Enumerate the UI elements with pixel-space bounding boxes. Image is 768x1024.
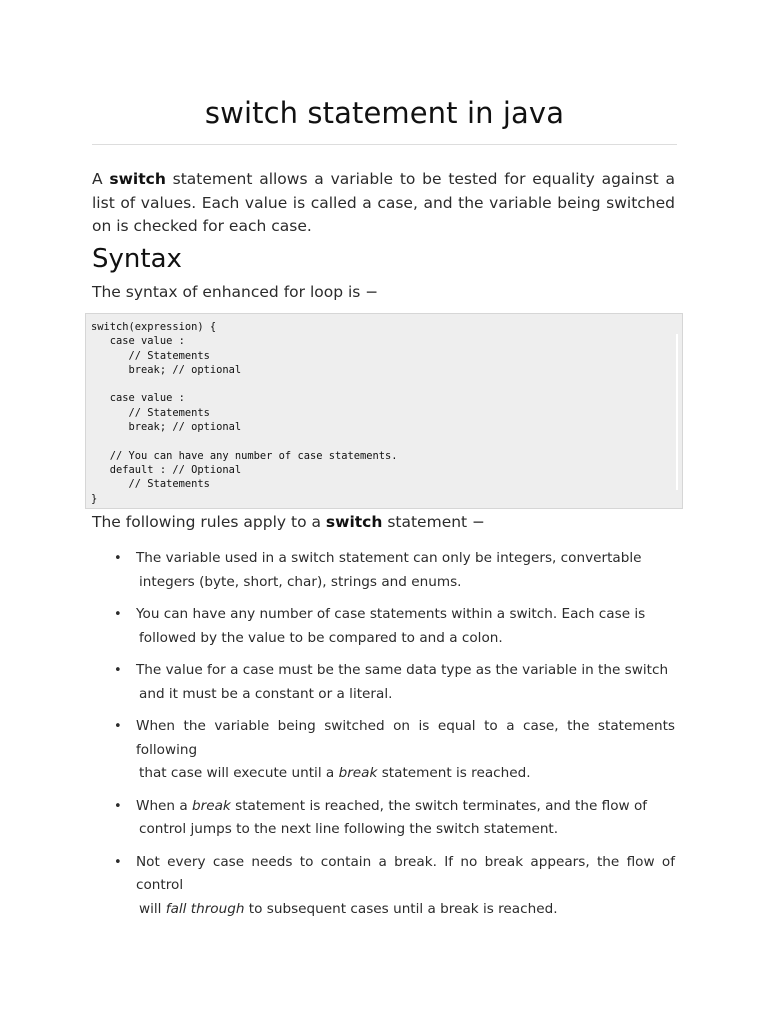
- rule-line-2: integers (byte, short, char), strings and enums.: [139, 573, 462, 590]
- rules-intro-keyword: switch: [325, 513, 383, 531]
- rule-line-1: The value for a case must be the same data type as the variable in the switch: [136, 662, 669, 678]
- rule-text: will: [139, 900, 166, 917]
- list-item: [110, 715, 675, 786]
- syntax-heading: Syntax: [92, 244, 182, 274]
- rule-text: When a: [136, 797, 193, 814]
- code-scrollbar[interactable]: [676, 334, 678, 490]
- rules-intro: [92, 513, 485, 531]
- list-item: [110, 547, 675, 594]
- rule-line-2: and it must be a constant or a literal.: [139, 685, 393, 702]
- intro-prefix: A: [92, 170, 110, 188]
- bullet-icon: •: [114, 663, 122, 678]
- page-title: switch statement in java: [204, 96, 565, 130]
- intro-suffix: statement allows a variable to be tested for equality against a list of values. Each value is called a case, and the variable being switched on is checked for each case.: [92, 170, 675, 235]
- rule-text: to subsequent cases until a break is reached.: [244, 900, 558, 917]
- title-divider: [92, 144, 677, 145]
- rule-line-1: When the variable being switched on is equal to a case, the statements following: [136, 718, 675, 758]
- intro-keyword: switch: [109, 170, 166, 188]
- rules-intro-prefix: The following rules apply to a: [92, 513, 326, 531]
- code-text: switch(expression) { case value : // Statements break; // optional case value : // Statements break; // optional // You can have any number of case statements. default : // Optional // Statements }: [91, 321, 398, 505]
- list-item: [110, 795, 675, 842]
- list-item: [110, 603, 675, 650]
- rules-intro-suffix: statement −: [382, 513, 486, 531]
- rule-text: statement is reached.: [377, 765, 531, 781]
- list-item: [110, 659, 675, 706]
- list-item: [110, 851, 675, 922]
- bullet-icon: •: [114, 551, 122, 566]
- rule-line-1: You can have any number of case statements within a switch. Each case is: [136, 606, 646, 622]
- bullet-icon: •: [114, 854, 122, 870]
- rule-emphasis: break: [192, 797, 231, 814]
- rule-emphasis: break: [338, 765, 378, 781]
- rule-line-1: The variable used in a switch statement can only be integers, convertable: [136, 550, 642, 566]
- rule-line-2: control jumps to the next line following the switch statement.: [139, 821, 559, 837]
- bullet-icon: •: [114, 719, 122, 734]
- syntax-intro: The syntax of enhanced for loop is −: [92, 283, 379, 301]
- bullet-icon: •: [114, 798, 122, 814]
- rule-line-2: followed by the value to be compared to and a colon.: [139, 629, 503, 646]
- rule-text: that case will execute until a: [139, 765, 339, 781]
- rules-list: [110, 547, 675, 930]
- rule-line-1: Not every case needs to contain a break. If no break appears, the flow of control: [136, 853, 675, 893]
- rule-line-2: [136, 898, 675, 922]
- rule-line-1: [136, 795, 675, 819]
- rule-text: statement is reached, the switch terminates, and the flow of: [230, 797, 648, 814]
- rule-emphasis: fall through: [165, 900, 245, 917]
- code-block: [85, 313, 683, 509]
- intro-paragraph: [92, 168, 675, 239]
- rule-line-2: [136, 762, 675, 786]
- bullet-icon: •: [114, 607, 122, 622]
